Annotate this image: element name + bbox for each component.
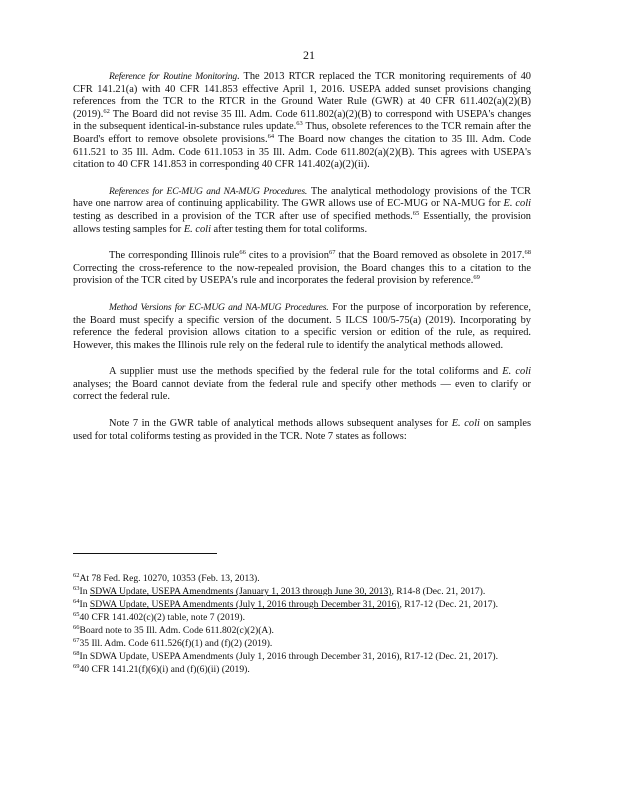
paragraph-text: Note 7 in the GWR table of analytical methods allows subsequent analyses for [109, 418, 452, 430]
paragraph-illinois-rule [73, 250, 531, 288]
footnote-ref[interactable]: 62 [103, 107, 110, 115]
footnote-text: At 78 Fed. Reg. 10270, 10353 (Feb. 13, 2013). [79, 573, 260, 584]
footnote-number: 66 [73, 624, 80, 631]
paragraph-text: cites to a provision [245, 250, 329, 262]
footnote-divider [73, 553, 217, 554]
footnote-number: 64 [73, 598, 80, 605]
paragraph-text: The corresponding Illinois rule [109, 250, 240, 262]
paragraph-text: . The 2013 RTCR replaced the TCR monitoring requirements of 40 CFR 141.21(a) with 40 CFR 141.853 effective April 1, 2016. USEPA added sunset provisions changing references from the TCR to the RTCR in the Ground Water Rule (GWR) at 40 CFR 611.402(a)(2)(B) (2019). [73, 71, 532, 120]
paragraph-routine-monitoring [73, 71, 531, 172]
footnote-number: 65 [73, 611, 80, 618]
footnote-ref[interactable]: 66 [239, 249, 246, 257]
footnote-number: 67 [73, 637, 80, 644]
footnote [73, 612, 531, 624]
footnote [73, 625, 531, 637]
paragraph-note-7 [73, 418, 531, 443]
footnote [73, 573, 531, 585]
footnote [73, 638, 531, 650]
footnote-number: 69 [73, 663, 80, 670]
footnote-text: 40 CFR 141.402(c)(2) table, note 7 (2019). [79, 612, 245, 623]
footnote-text: , R14-8 (Dec. 21, 2017). [391, 586, 486, 597]
paragraph-text: A supplier must use the methods specified by the federal rule for the total coliforms and [109, 366, 503, 378]
footnote-ref[interactable]: 69 [473, 274, 480, 282]
body-text [73, 71, 531, 457]
footnote-number: 62 [73, 572, 80, 579]
footnote-ref[interactable]: 64 [267, 132, 275, 140]
paragraph-heading: Method Versions for EC-MUG and NA-MUG Procedures. [109, 301, 329, 313]
paragraph-heading: References for EC-MUG and NA-MUG Procedures. [109, 185, 308, 197]
paragraph-text: For the purpose of incorporation by reference, the Board must specify a specific version of the document. 5 ILCS 100/5-75(a) (2019). Incorporating by reference the federal provision allows citation to a specific version or edition of the rule, as required. However, this makes the Illinois rule rely on the federal rule to identify the analytical methods allowed. [73, 301, 532, 351]
italic-term: E. coli [503, 198, 531, 210]
footnote-text: In [79, 599, 90, 610]
paragraph-text: analyses; the Board cannot deviate from the federal rule and specify other methods — even to clarify or correct the federal rule. [73, 378, 531, 403]
footnote-text: Board note to 35 Ill. Adm. Code 611.802(c)(2)(A). [79, 625, 274, 636]
italic-term: E. coli [451, 418, 480, 430]
footnote [73, 664, 531, 676]
footnote-ref[interactable]: 67 [328, 249, 336, 257]
paragraph-text: The Board did not revise 35 Ill. Adm. Code 611.802(a)(2)(B) to correspond with USEPA's changes in the subsequent identical-in-substance rules update. [73, 108, 531, 133]
footnote [73, 599, 531, 611]
paragraph-text: The analytical methodology provisions of the TCR have one narrow area of continuing applicability. The GWR allows use of EC-MUG or NA-MUG for [73, 185, 531, 210]
footnote-title-link[interactable]: SDWA Update, USEPA Amendments (January 1, 2013 through June 30, 2013) [89, 586, 392, 597]
footnote-ref[interactable]: 68 [524, 249, 531, 257]
footnote-ref[interactable]: 65 [412, 209, 420, 217]
footnote-text: 40 CFR 141.21(f)(6)(i) and (f)(6)(ii) (2019). [79, 664, 250, 675]
italic-term: E. coli [502, 366, 531, 378]
footnote [73, 651, 531, 663]
paragraph-text: Thus, obsolete references to the TCR remain after the Board's effort to remove obsolete provisions. [73, 121, 531, 145]
paragraph-heading: Reference for Routine Monitoring [109, 71, 237, 82]
paragraph-text: The Board now changes the citation to 35 Ill. Adm. Code 611.521 to 35 Ill. Adm. Code 611.1053 in 35 Ill. Adm. Code 611.802(a)(2)(B). This agrees with USEPA's citation to 40 CFR 141.853 in corresponding 40 CFR 141.402(a)(2)(ii). [73, 133, 531, 171]
italic-term: E. coli [183, 223, 211, 235]
paragraph-method-versions [73, 302, 531, 352]
paragraph-text: after testing them for total coliforms. [210, 223, 368, 235]
paragraph-text: Essentially, the provision allows testing samples for [73, 210, 531, 235]
footnote [73, 586, 531, 598]
paragraph-text: testing as described in a provision of the TCR after use of specified methods. [73, 210, 413, 222]
footnote-text: In [79, 586, 90, 597]
paragraph-text: Correcting the cross-reference to the now-repealed provision, the Board changes this to a citation to the provision of the TCR cited by USEPA's rule and incorporates the federal provision by reference. [73, 262, 531, 287]
footnote-text: , R17-12 (Dec. 21, 2017). [399, 599, 499, 610]
footnote-number: 63 [73, 585, 80, 592]
paragraph-text: that the Board removed as obsolete in 2017. [335, 250, 525, 262]
paragraph-supplier-methods [73, 366, 531, 404]
footnote-text: 35 Ill. Adm. Code 611.526(f)(1) and (f)(2) (2019). [79, 638, 273, 649]
footnote-ref[interactable]: 63 [296, 120, 303, 128]
footnote-number: 68 [73, 650, 80, 657]
page-number: 21 [303, 48, 315, 62]
paragraph-mug-procedures [73, 186, 531, 236]
footnotes [73, 573, 531, 677]
footnote-text: In SDWA Update, USEPA Amendments (July 1, 2016 through December 31, 2016), R17-12 (Dec. 21, 2017). [79, 651, 499, 662]
paragraph-text: on samples used for total coliforms testing as provided in the TCR. Note 7 states as follows: [73, 418, 532, 442]
footnote-title-link[interactable]: SDWA Update, USEPA Amendments (July 1, 2016 through December 31, 2016) [89, 599, 400, 610]
